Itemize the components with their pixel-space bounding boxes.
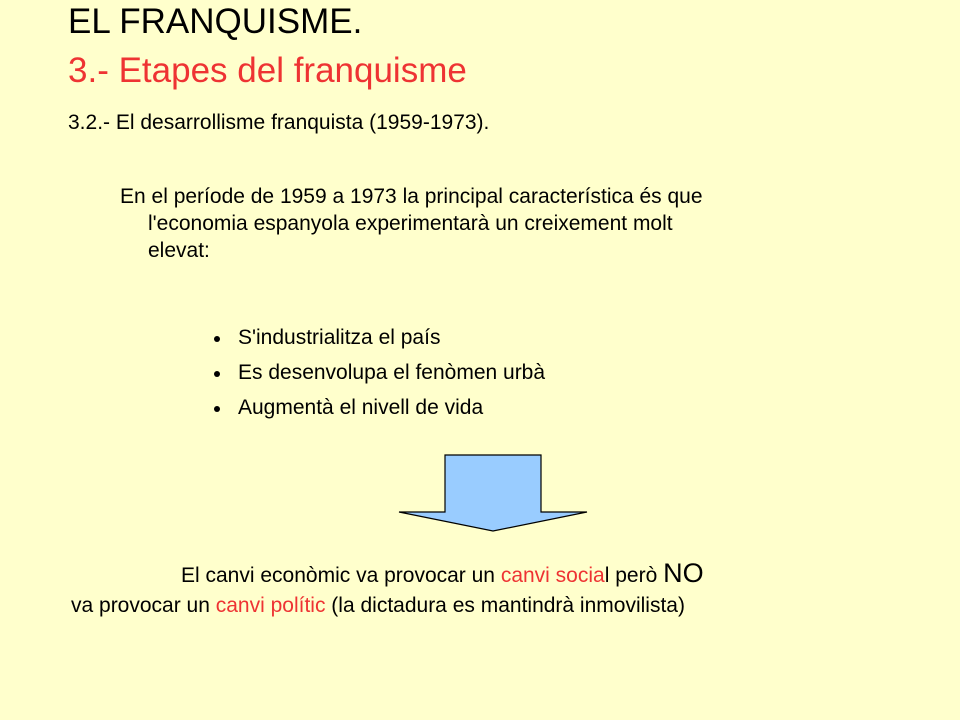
bullet-item: [214, 324, 545, 359]
bullet-icon: [214, 336, 220, 342]
conclusion-line-2: [0, 591, 960, 621]
intro-line-2: l'economia espanyola experimentarà un creixement molt: [148, 212, 673, 235]
slide-title: EL FRANQUISME.: [68, 2, 363, 41]
down-arrow-icon: [396, 454, 590, 534]
bullet-text: Es desenvolupa el fenòmen urbà: [238, 361, 546, 384]
bullet-item: [214, 394, 545, 429]
conclusion-text-part: l però: [604, 564, 664, 587]
bullet-icon: [214, 371, 220, 377]
intro-line-1: En el període de 1959 a 1973 la principal característica és que: [120, 185, 703, 208]
bullet-list: [214, 324, 545, 429]
intro-line-3: elevat:: [148, 239, 210, 262]
conclusion-text: [0, 558, 960, 621]
highlight-political-change: canvi polític: [215, 594, 326, 617]
bullet-text: Augmentà el nivell de vida: [238, 396, 484, 419]
bullet-text: S'industrialitza el país: [238, 326, 441, 349]
bullet-item: [214, 359, 545, 394]
highlight-social-change: canvi socia: [500, 564, 605, 587]
slide-subtitle: 3.- Etapes del franquisme: [68, 51, 467, 90]
conclusion-line-1: [0, 558, 960, 591]
intro-paragraph: [120, 183, 880, 264]
emphasis-no: NO: [663, 558, 704, 588]
conclusion-text-part: El canvi econòmic va provocar un: [181, 564, 501, 587]
conclusion-text-part: (la dictadura es mantindrà inmovilista): [325, 594, 685, 617]
conclusion-text-part: va provocar un: [71, 594, 216, 617]
bullet-icon: [214, 406, 220, 412]
section-heading: 3.2.- El desarrollisme franquista (1959-1973).: [68, 111, 490, 134]
